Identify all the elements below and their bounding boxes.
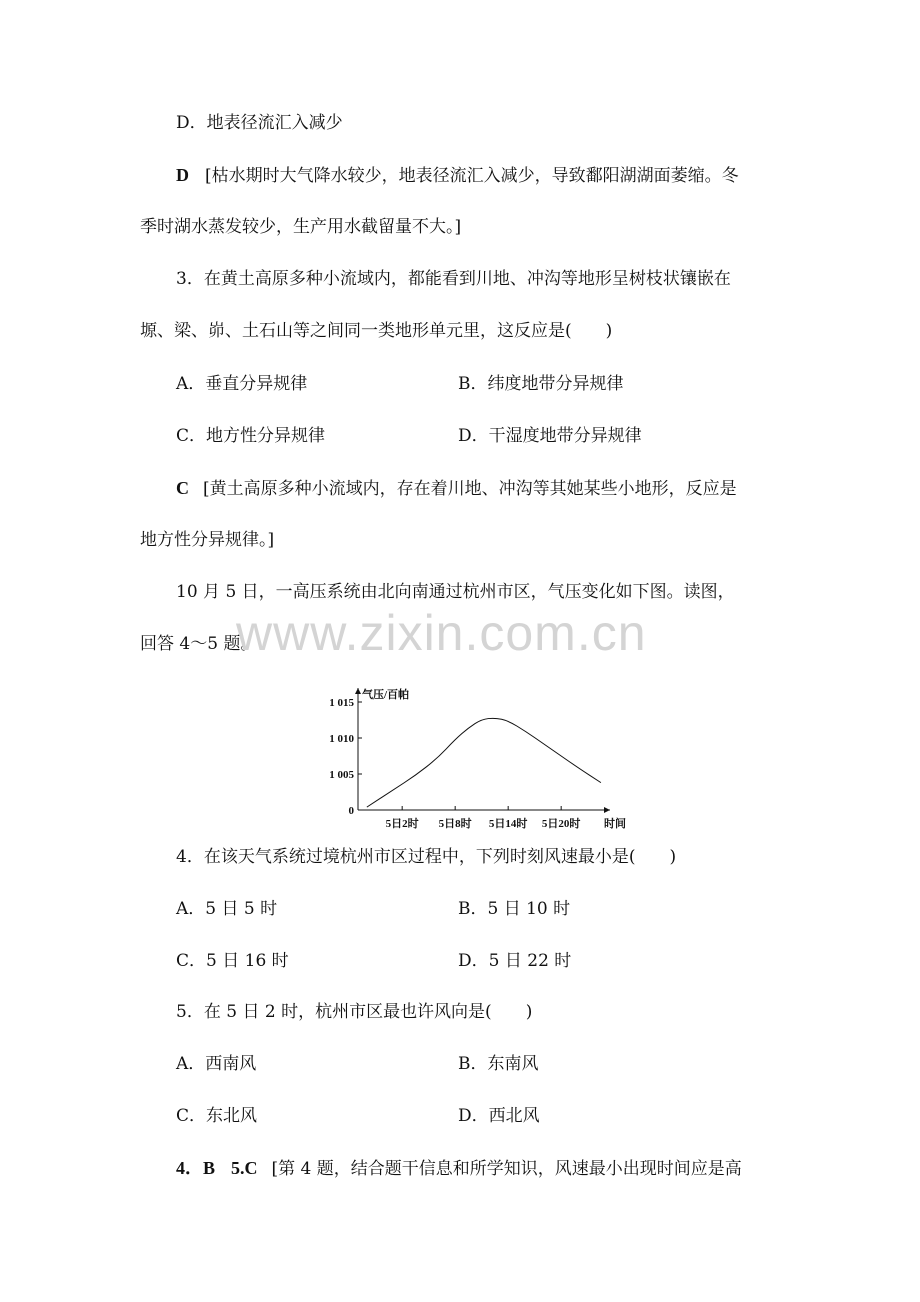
q5-option-d: D．西北风: [458, 1106, 540, 1126]
q4-answer: 4．B: [176, 1158, 216, 1178]
q3-stem-line-2: 塬、梁、峁、土石山等之间同一类地形单元里，这反应是( ): [140, 321, 613, 341]
pressure-chart: [310, 682, 640, 832]
q3-option-b: B．纬度地带分异规律: [458, 374, 624, 394]
q5-option-a: A．西南风: [176, 1054, 257, 1074]
intro-line-1: 10 月 5 日，一高压系统由北向南通过杭州市区，气压变化如下图。读图，: [176, 582, 735, 602]
q2-answer-letter: D: [176, 165, 189, 185]
watermark: www.zixin.com.cn: [236, 605, 647, 661]
y-axis-arrow: [355, 688, 361, 694]
q4-stem: 4．在该天气系统过境杭州市区过程中，下列时刻风速最小是( ): [176, 847, 677, 867]
x-tick-label: 5日8时: [438, 818, 472, 830]
q4-option-d: D．5 日 22 时: [458, 951, 572, 971]
y-tick-label: 1 015: [329, 697, 354, 709]
q4-option-a: A．5 日 5 时: [176, 899, 278, 919]
x-tick-label: 5日20时: [541, 818, 581, 830]
x-tick-label: 5日2时: [385, 818, 419, 830]
q3-answer-continued: 地方性分异规律。]: [140, 530, 275, 550]
x-axis-label: 时间: [604, 818, 626, 830]
q3-answer: [176, 476, 737, 501]
q5-option-c: C．东北风: [176, 1106, 258, 1126]
q2-option-d: D．地表径流汇入减少: [176, 113, 343, 133]
q4-option-b: B．5 日 10 时: [458, 899, 571, 919]
q4-q5-answer: [176, 1156, 742, 1181]
q3-option-a: A．垂直分异规律: [176, 374, 308, 394]
y-tick-label: 0: [348, 805, 354, 817]
intro-line-2: 回答 4～5 题。: [140, 634, 258, 654]
x-tick-label: 5日14时: [488, 818, 528, 830]
q4-q5-answer-text: [第 4 题，结合题干信息和所学知识，风速最小出现时间应是高: [271, 1159, 742, 1179]
q5-stem: 5．在 5 日 2 时，杭州市区最也许风向是( ): [176, 1002, 533, 1022]
q5-option-b: B．东南风: [458, 1054, 539, 1074]
q3-option-c: C．地方性分异规律: [176, 426, 326, 446]
y-axis-label: 气压/百帕: [362, 689, 410, 701]
q3-answer-letter: C: [176, 478, 189, 498]
q3-stem-line-1: 3．在黄土高原多种小流域内，都能看到川地、冲沟等地形呈树枝状镶嵌在: [176, 269, 731, 289]
q5-answer: 5.C: [231, 1158, 258, 1178]
q3-answer-text: [黄土高原多种小流域内，存在着川地、冲沟等其她某些小地形，反应是: [203, 479, 737, 499]
x-axis-arrow: [604, 807, 610, 813]
q2-answer-continued: 季时湖水蒸发较少，生产用水截留量不大。]: [140, 217, 462, 237]
y-tick-label: 1 005: [329, 769, 354, 781]
pressure-curve: [367, 718, 601, 807]
y-tick-label: 1 010: [329, 733, 354, 745]
q2-answer: [176, 163, 739, 188]
q3-option-d: D．干湿度地带分异规律: [458, 426, 642, 446]
q2-answer-text: [枯水期时大气降水较少，地表径流汇入减少，导致鄱阳湖湖面萎缩。冬: [205, 166, 739, 186]
q4-option-c: C．5 日 16 时: [176, 951, 289, 971]
